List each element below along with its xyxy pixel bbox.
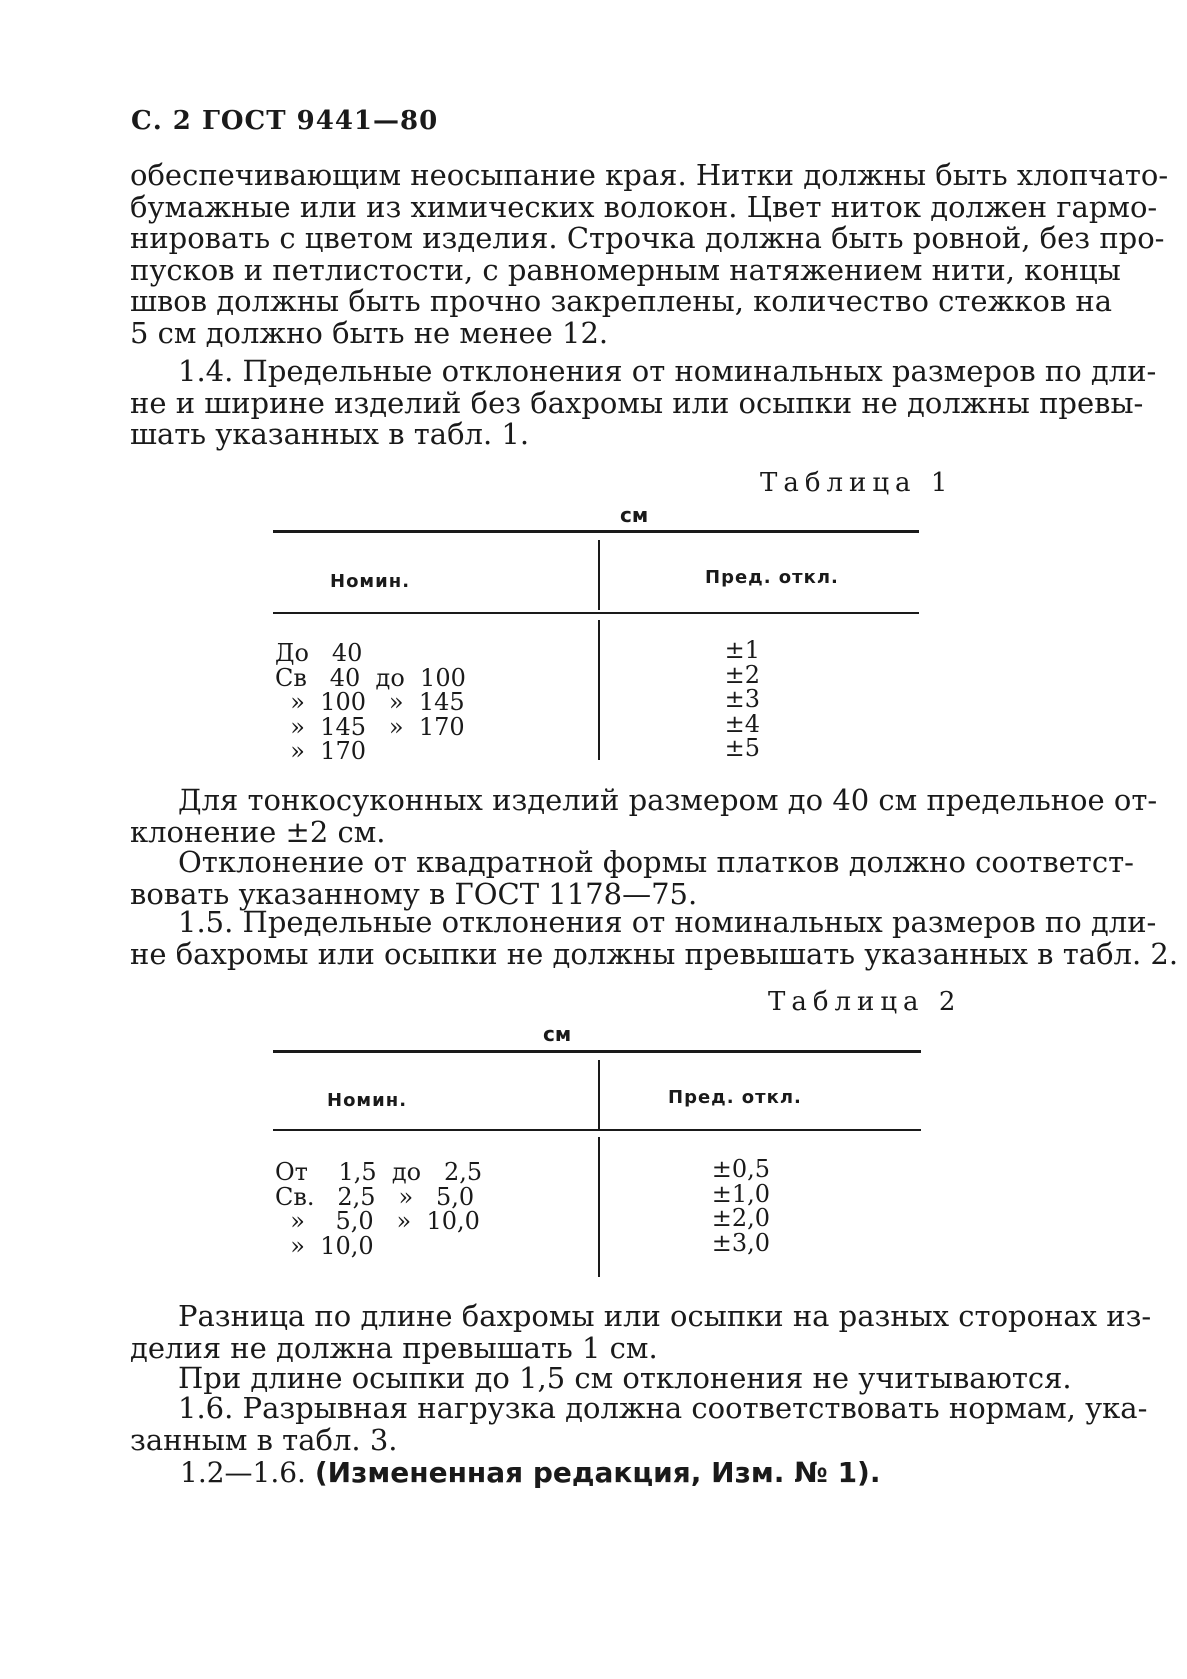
- table2-col-deviation: Пред. откл.: [668, 1087, 802, 1108]
- table2-row-deviation: ±0,5: [711, 1155, 770, 1183]
- table2-row-nominal: От 1,5 до 2,5: [275, 1158, 483, 1186]
- table1-row-nominal: » 100 » 145: [275, 688, 465, 716]
- table1-row-deviation: ±1: [724, 636, 760, 664]
- text-line: обеспечивающим неосыпание края. Нитки должны быть хлопчато-: [130, 158, 1169, 192]
- table2-top-rule: [273, 1050, 921, 1053]
- text-line: делия не должна превышать 1 см.: [130, 1330, 658, 1365]
- table2-row-nominal: » 10,0: [275, 1231, 374, 1260]
- fringe-difference-paragraph: [130, 1299, 1152, 1365]
- text-line: вовать указанному в ГОСТ 1178—75.: [130, 876, 698, 911]
- table2-deviation-values: [700, 1157, 770, 1255]
- text-line: 1.5. Предельные отклонения от номинальных размеров по дли-: [178, 905, 1157, 939]
- table1-col-deviation: Пред. откл.: [705, 567, 839, 588]
- table2-row-nominal: » 5,0 » 10,0: [275, 1207, 480, 1235]
- text-line: не бахромы или осыпки не должны превышать указанных в табл. 2.: [130, 936, 1179, 971]
- table1-nominal-values: [275, 641, 466, 764]
- table2-unit: см: [543, 1022, 572, 1046]
- amendment-clauses: 1.2—1.6.: [180, 1456, 315, 1489]
- table1-caption: Таблица 1: [760, 468, 954, 498]
- table2-nominal-values: [275, 1160, 482, 1258]
- table2-col-nominal: Номин.: [327, 1090, 408, 1111]
- table1-top-rule: [273, 530, 919, 533]
- table2-row-nominal: Св. 2,5 » 5,0: [275, 1182, 475, 1211]
- text-line: пусков и петлистости, с равномерным натяжением нити, концы: [130, 252, 1121, 287]
- short-fringe-paragraph: [130, 1361, 1072, 1395]
- table1-row-deviation: ±4: [724, 709, 760, 738]
- table1-row-deviation: ±3: [724, 685, 760, 713]
- text-line: клонение ±2 см.: [130, 814, 386, 849]
- table1-unit: см: [620, 503, 649, 527]
- table1-header-divider: [598, 540, 600, 610]
- table1-row-nominal: До 40: [275, 639, 363, 667]
- clause-1-4: [130, 354, 1157, 451]
- table1-col-nominal: Номин.: [330, 571, 411, 592]
- table1-row-nominal: » 145 » 170: [275, 712, 465, 741]
- text-line: Разница по длине бахромы или осыпки на разных сторонах из-: [178, 1299, 1152, 1333]
- table1-row-nominal: » 170: [275, 737, 367, 765]
- table1-row-deviation: ±5: [724, 734, 760, 762]
- table2-body-divider: [598, 1137, 600, 1277]
- square-form-paragraph: [130, 845, 1134, 911]
- text-line: Для тонкосуконных изделий размером до 40 см предельное от-: [178, 783, 1158, 817]
- text-line: шать указанных в табл. 1.: [130, 417, 530, 451]
- table1-row-nominal: Св 40 до 100: [275, 663, 466, 692]
- table1-deviation-values: [690, 638, 760, 761]
- table2-header-rule: [273, 1129, 921, 1131]
- text-line: не и ширине изделий без бахромы или осыпки не должны превы-: [130, 385, 1144, 420]
- table1-row-deviation: ±2: [724, 660, 760, 689]
- text-line: занным в табл. 3.: [130, 1422, 398, 1457]
- table2-row-deviation: ±1,0: [711, 1179, 770, 1208]
- text-line: швов должны быть прочно закреплены, количество стежков на: [130, 284, 1113, 318]
- table2-caption: Таблица 2: [768, 987, 962, 1017]
- intro-paragraph: [130, 158, 1169, 350]
- text-line: бумажные или из химических волокон. Цвет ниток должен гармо-: [130, 189, 1158, 224]
- text-line: 5 см должно быть не менее 12.: [130, 315, 609, 350]
- amendment-note: [180, 1456, 881, 1489]
- text-line: 1.4. Предельные отклонения от номинальных размеров по дли-: [178, 354, 1157, 388]
- text-line: При длине осыпки до 1,5 см отклонения не учитываются.: [178, 1361, 1072, 1395]
- clause-1-5: [130, 905, 1179, 971]
- table2-header-divider: [598, 1060, 600, 1130]
- clause-1-6: [130, 1391, 1148, 1457]
- table2-row-deviation: ±2,0: [711, 1204, 770, 1232]
- table1-header-rule: [273, 612, 919, 614]
- thin-cloth-paragraph: [130, 783, 1158, 849]
- amendment-text: (Измененная редакция, Изм. № 1).: [314, 1456, 881, 1489]
- page-header: С. 2 ГОСТ 9441—80: [131, 106, 439, 136]
- text-line: 1.6. Разрывная нагрузка должна соответствовать нормам, ука-: [178, 1391, 1148, 1425]
- text-line: Отклонение от квадратной формы платков должно соответст-: [178, 845, 1134, 879]
- table2-row-deviation: ±3,0: [711, 1228, 770, 1257]
- table1-body-divider: [598, 620, 600, 760]
- text-line: нировать с цветом изделия. Строчка должна быть ровной, без про-: [130, 221, 1165, 255]
